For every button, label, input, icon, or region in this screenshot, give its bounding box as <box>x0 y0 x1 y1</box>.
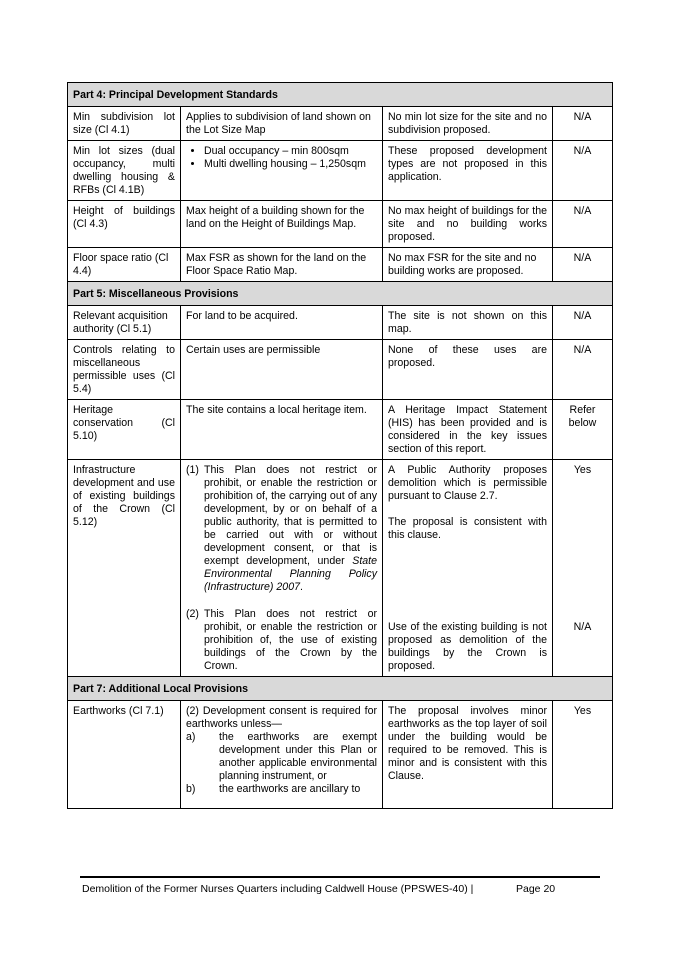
earthworks-intro: (2) Development consent is required for earthworks unless— <box>186 705 377 730</box>
section-header-row <box>68 83 613 107</box>
requirement-cell: For land to be acquired. <box>181 306 383 340</box>
requirement-cell <box>181 701 383 809</box>
provision-cell: Min subdivision lot size (Cl 4.1) <box>68 107 181 141</box>
comment-cell: The site is not shown on this map. <box>383 306 553 340</box>
clause-number: (1) <box>186 464 199 476</box>
sub-item-text: the earthworks are ancillary to <box>219 783 361 795</box>
provision-cell: Heritage conservation (Cl 5.10) <box>68 400 181 460</box>
sub-item <box>186 783 377 796</box>
requirement-cell <box>181 141 383 201</box>
compliance-cell: N/A <box>553 141 613 201</box>
compliance-cell <box>553 460 613 677</box>
comment-cell: The proposal involves minor earthworks as the top layer of soil under the building would be required to be removed. This is minor and is consistent with this Clause. <box>383 701 553 809</box>
provision-cell: Controls relating to miscellaneous permissible uses (Cl 5.4) <box>68 340 181 400</box>
sub-item-text: the earthworks are exempt development under this Plan or another applicable environmental planning instrument, or <box>219 731 377 782</box>
table-row <box>68 107 613 141</box>
clause-text <box>204 464 377 594</box>
provision-cell: Relevant acquisition authority (Cl 5.1) <box>68 306 181 340</box>
requirement-cell: Certain uses are permissible <box>181 340 383 400</box>
part7-heading: Part 7: Additional Local Provisions <box>68 677 613 701</box>
provision-cell: Height of buildings (Cl 4.3) <box>68 201 181 248</box>
list-item: • Dual occupancy – min 800sqm <box>204 145 377 158</box>
compliance-cell: N/A <box>553 201 613 248</box>
compliance-2: N/A <box>573 621 592 633</box>
clause-2 <box>186 608 377 673</box>
part5-heading: Part 5: Miscellaneous Provisions <box>68 282 613 306</box>
provision-cell: Infrastructure development and use of existing buildings of the Crown (Cl 5.12) <box>68 460 181 677</box>
sub-item-label: a) <box>186 731 196 743</box>
comment-2: Use of the existing building is not proposed as demolition of the buildings by the Crown is proposed. <box>388 621 547 672</box>
sub-item <box>186 731 377 783</box>
footer-divider <box>80 876 600 878</box>
page-number: Page 20 <box>516 883 556 895</box>
compliance-cell: N/A <box>553 248 613 282</box>
part4-heading: Part 4: Principal Development Standards <box>68 83 613 107</box>
clause-1-text: This Plan does not restrict or prohibit, or enable the restriction or prohibition of, the carrying out of any development, by or on behalf of a public authority, that is permitted to be carried out with or without development consent, or that is exempt development, under <box>204 464 377 567</box>
comment-cell: None of these uses are proposed. <box>383 340 553 400</box>
clause-1 <box>186 464 377 594</box>
compliance-cell: N/A <box>553 306 613 340</box>
requirement-cell: Max height of a building shown for the land on the Height of Buildings Map. <box>181 201 383 248</box>
comment-cell <box>383 460 553 677</box>
footer-title: Demolition of the Former Nurses Quarters including Caldwell House (PPSWES-40) | <box>82 883 474 895</box>
table-row <box>68 141 613 201</box>
requirement-cell: Applies to subdivision of land shown on the Lot Size Map <box>181 107 383 141</box>
table-row <box>68 340 613 400</box>
comment-cell: These proposed development types are not proposed in this application. <box>383 141 553 201</box>
section-header-row <box>68 282 613 306</box>
requirement-cell: Max FSR as shown for the land on the Floor Space Ratio Map. <box>181 248 383 282</box>
compliance-cell: Refer below <box>553 400 613 460</box>
standards-table <box>67 82 613 809</box>
table-row <box>68 460 613 677</box>
requirement-cell <box>181 460 383 677</box>
clause-1-end: . <box>299 581 303 593</box>
comment-1b: The proposal is consistent with this clause. <box>388 516 547 541</box>
compliance-cell: N/A <box>553 340 613 400</box>
table-row <box>68 306 613 340</box>
compliance-cell: Yes <box>553 701 613 809</box>
table-row <box>68 400 613 460</box>
comment-1a: A Public Authority proposes demolition which is permissible pursuant to Clause 2.7. <box>388 464 547 502</box>
requirement-list <box>186 145 377 171</box>
table-row <box>68 248 613 282</box>
comment-cell: No max height of buildings for the site and no building works proposed. <box>383 201 553 248</box>
compliance-cell: N/A <box>553 107 613 141</box>
instrument-title: State Environmental Planning Policy (Infrastructure) 2007 <box>204 555 377 593</box>
table-row <box>68 201 613 248</box>
provision-cell: Earthworks (Cl 7.1) <box>68 701 181 809</box>
provision-cell: Min lot sizes (dual occupancy, multi dwelling housing & RFBs (Cl 4.1B) <box>68 141 181 201</box>
table-row <box>68 701 613 809</box>
list-item: • Multi dwelling housing – 1,250sqm <box>204 158 377 171</box>
clause-number: (2) <box>186 608 199 620</box>
sub-item-label: b) <box>186 783 196 795</box>
comment-cell: No max FSR for the site and no building works are proposed. <box>383 248 553 282</box>
provision-cell: Floor space ratio (Cl 4.4) <box>68 248 181 282</box>
section-header-row <box>68 677 613 701</box>
clause-text: This Plan does not restrict or prohibit, or enable the restriction or prohibition of, the use of existing buildings of the Crown by the Crown. <box>204 608 377 672</box>
comment-cell: A Heritage Impact Statement (HIS) has been provided and is considered in the key issues section of this report. <box>383 400 553 460</box>
comment-cell: No min lot size for the site and no subdivision proposed. <box>383 107 553 141</box>
compliance-1: Yes <box>573 464 592 476</box>
requirement-cell: The site contains a local heritage item. <box>181 400 383 460</box>
